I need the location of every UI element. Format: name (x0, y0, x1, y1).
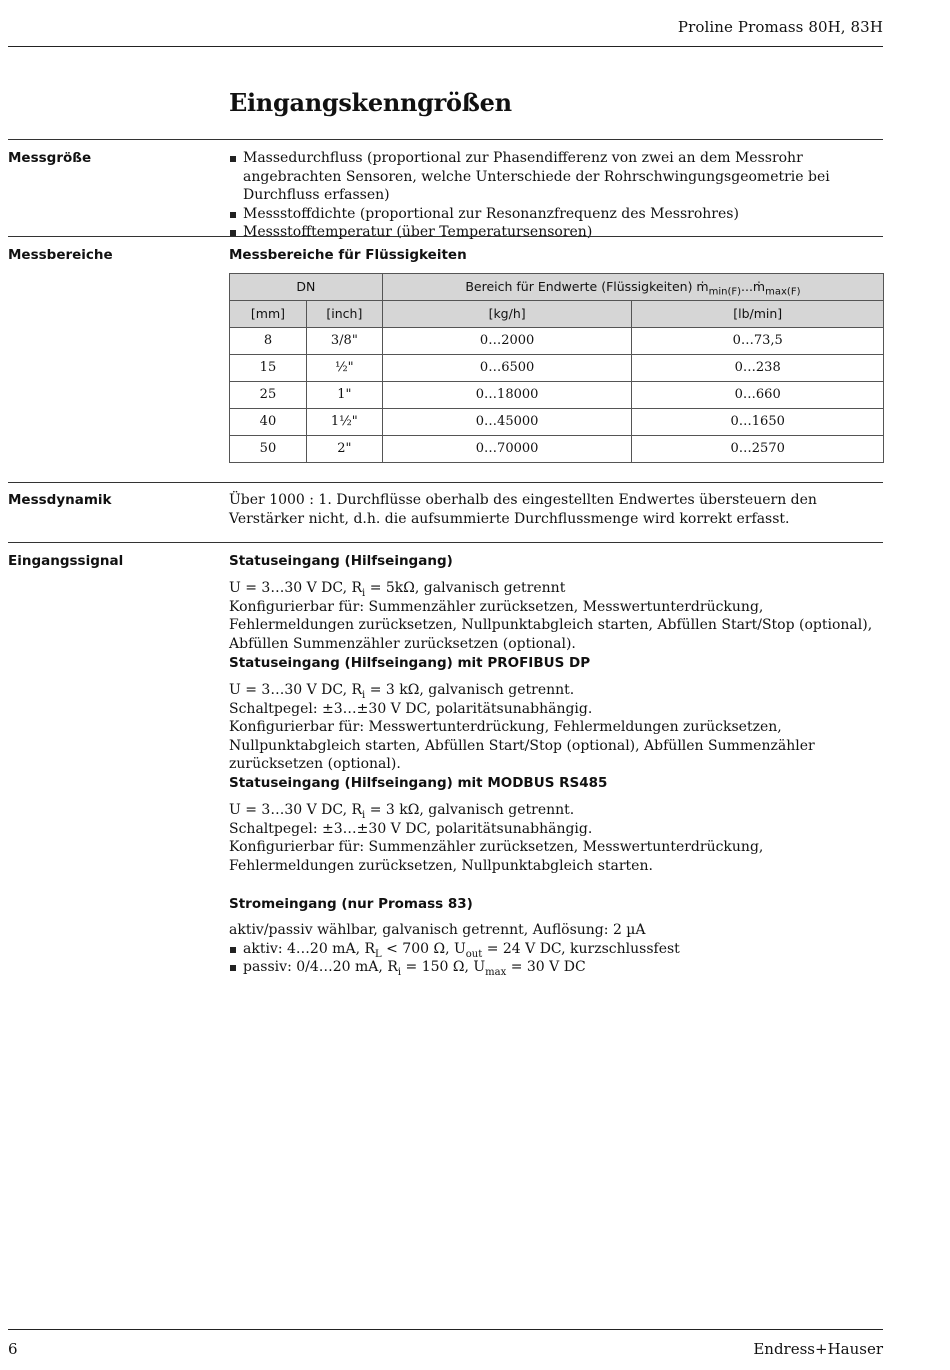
profibus-text: U = 3…30 V DC, $R_i = 3$ kΩ, galvanisch getrennt. Schaltpegel: ±3…±30 V DC, polaritätsunabhängig. Konfigurierbar für: Messwertunterdrückung, Fehlermeldungen zurücksetzen, Nullpunktabgleich starten, Abfüllen Start/Stop (optional), Abfüllen Summenzähler zurücksetzen (optional). (229, 682, 815, 772)
col-lbmin: [lb/min] (632, 301, 884, 328)
col-kgh: [kg/h] (382, 301, 632, 328)
messbereiche-subtitle: Messbereiche für Flüssigkeiten (229, 247, 467, 263)
table-row: 40 1½" 0…45000 0…1650 (230, 409, 884, 436)
subsection-title: Stromeingang (nur Promass 83) (229, 896, 473, 912)
table-row: 25 1" 0…18000 0…660 (230, 382, 884, 409)
messdynamik-text: Über 1000 : 1. Durchflüsse oberhalb des eingestellten Endwertes übersteuern den Verstärker nicht, d.h. die aufsummierte Durchflussmenge wird korrekt erfasst. (229, 492, 817, 527)
list-item: Messstofftemperatur (über Temperatursensoren) (229, 223, 883, 242)
messgroesse-content (229, 149, 883, 242)
subsection-title: Statuseingang (Hilfseingang) (229, 553, 453, 569)
list-item: aktiv: 4…20 mA, $R_L < 700$ Ω, $U_{out} = 24$ V DC, kurzschlussfest (229, 940, 883, 959)
dn-header: DN (230, 274, 383, 301)
page-footer (8, 1329, 883, 1358)
range-table (229, 273, 884, 463)
table-row: 8 3/8" 0…2000 0…73,5 (230, 328, 884, 355)
table-row: 50 2" 0…70000 0…2570 (230, 436, 884, 463)
subsection-title: Statuseingang (Hilfseingang) mit MODBUS RS485 (229, 775, 608, 791)
divider (8, 236, 883, 237)
divider (8, 542, 883, 543)
table-row: 15 ½" 0…6500 0…238 (230, 355, 884, 382)
range-header: Bereich für Endwerte (Flüssigkeiten) ṁ$_{min(F)}$...ṁ$_{max(F)}$ (382, 274, 883, 301)
brand-name: Endress+Hauser (753, 1340, 883, 1358)
section-heading: Eingangskenngrößen (229, 88, 512, 117)
col-mm: [mm] (230, 301, 307, 328)
messgroesse-list (229, 149, 883, 242)
stromeingang-text: aktiv/passiv wählbar, galvanisch getrennt, Auflösung: 2 µA aktiv: 4…20 mA, $R_L < 700$ Ω, $U_{out} = 24$ V DC, kurzschlussfest passiv: 0/4…20 mA, $R_i = 150$ Ω, $U_{max} = 30$ V DC (229, 921, 883, 977)
list-item: passiv: 0/4…20 mA, $R_i = 150$ Ω, $U_{max} = 30$ V DC (229, 958, 883, 977)
label-messbereiche: Messbereiche (8, 247, 113, 263)
modbus-text: U = 3…30 V DC, $R_i = 3$ kΩ, galvanisch getrennt. Schaltpegel: ±3…±30 V DC, polaritätsunabhängig. Konfigurierbar für: Summenzähler zurücksetzen, Messwertunterdrückung, Fehlermeldungen zurücksetzen, Nullpunktabgleich starten. (229, 802, 764, 874)
divider (8, 139, 883, 140)
list-item: Messstoffdichte (proportional zur Resonanzfrequenz des Messrohres) (229, 205, 883, 224)
col-inch: [inch] (306, 301, 382, 328)
subsection-title: Statuseingang (Hilfseingang) mit PROFIBUS DP (229, 655, 591, 671)
table-unit-row (230, 301, 884, 328)
statuseingang-text: U = 3…30 V DC, $R_i = 5k\Omega$, galvanisch getrennt Konfigurierbar für: Summenzähler zurücksetzen, Messwertunterdrückung, Fehlermeldungen zurücksetzen, Nullpunktabgleich starten, Abfüllen Start/Stop (optional), Abfüllen Summenzähler zurücksetzen (optional). (229, 580, 873, 652)
page-number: 6 (8, 1340, 18, 1358)
label-messdynamik: Messdynamik (8, 492, 112, 508)
list-item: Massedurchfluss (proportional zur Phasendifferenz von zwei an dem Messrohr angebrachten Sensoren, welche Unterschiede der Rohrschwingungsgeometrie bei Durchfluss erfassen) (229, 149, 883, 205)
page-header (8, 14, 883, 47)
document-title: Proline Promass 80H, 83H (677, 18, 883, 36)
divider (8, 482, 883, 483)
label-eingangssignal: Eingangssignal (8, 553, 124, 569)
table-header-row (230, 274, 884, 301)
label-messgroesse: Messgröße (8, 150, 92, 166)
stromeingang-list (229, 940, 883, 977)
